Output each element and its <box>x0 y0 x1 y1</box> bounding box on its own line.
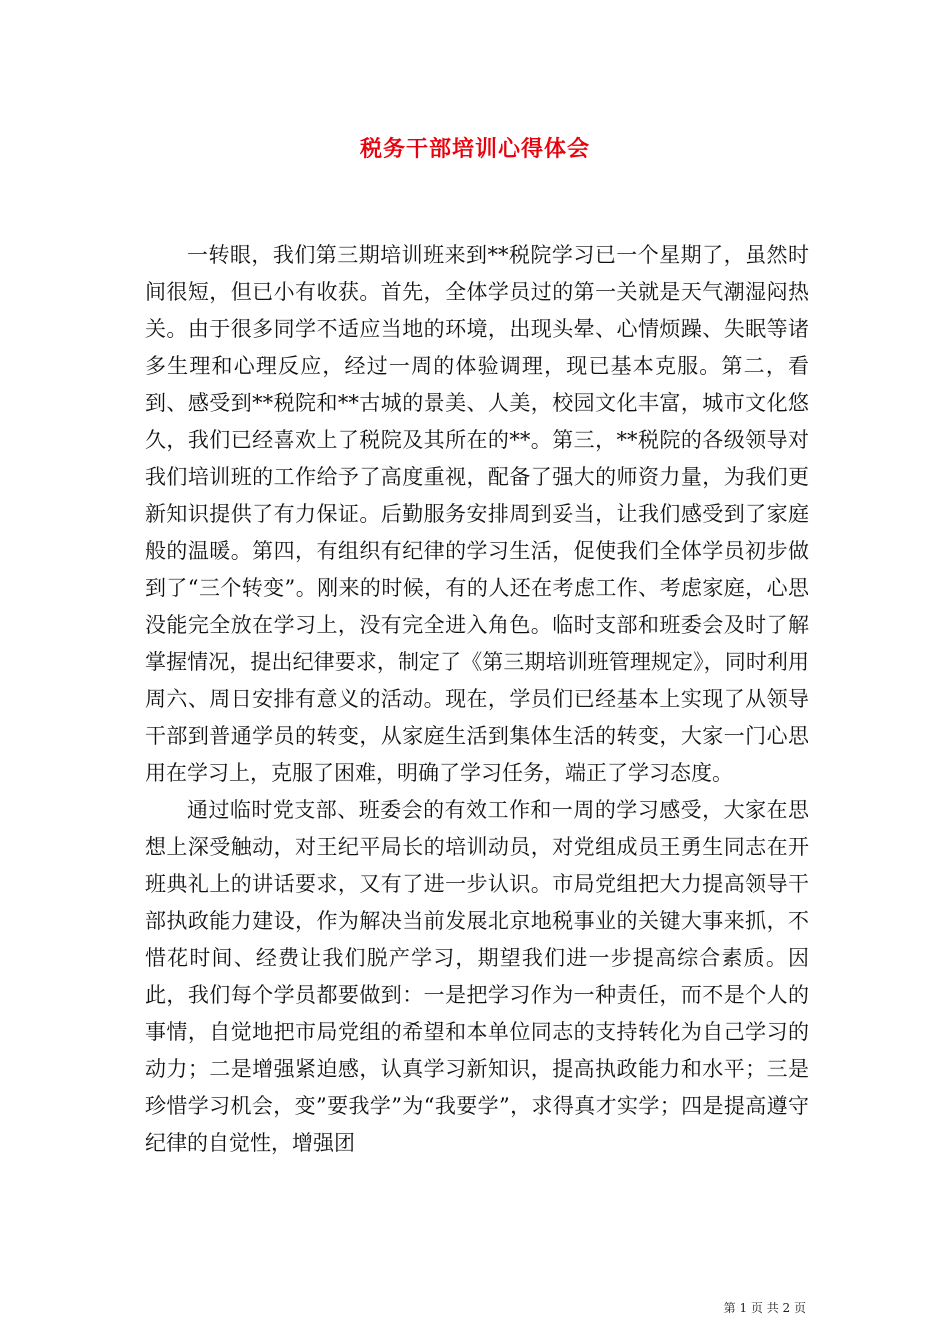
document-body <box>145 237 809 1162</box>
page-number-footer: 第 1 页 共 2 页 <box>723 1301 806 1315</box>
paragraph-2: 通过临时党支部、班委会的有效工作和一周的学习感受，大家在思想上深受触动，对王纪平局长的培训动员，对党组成员王勇生同志在开班典礼上的讲话要求，又有了进一步认识。市局党组把大力提高领导干部执政能力建设，作为解决当前发展北京地税事业的关键大事来抓，不惜花时间、经费让我们脱产学习，期望我们进一步提高综合素质。因此，我们每个学员都要做到：一是把学习作为一种责任，而不是个人的事情，自觉地把市局党组的希望和本单位同志的支持转化为自己学习的动力；二是增强紧迫感，认真学习新知识，提高执政能力和水平；三是珍惜学习机会，变”要我学”为“我要学”，求得真才实学；四是提高遵守纪律的自觉性，增强团 <box>145 798 809 1155</box>
document-title: 税务干部培训心得体会 <box>359 136 590 162</box>
paragraph-1: 一转眼，我们第三期培训班来到**税院学习已一个星期了，虽然时间很短，但已小有收获。首先，全体学员过的第一关就是天气潮湿闷热关。由于很多同学不适应当地的环境，出现头晕、心情烦躁、失眠等诸多生理和心理反应，经过一周的体验调理，现已基本克服。第二，看到、感受到**税院和**古城的景美、人美，校园文化丰富，城市文化悠久，我们已经喜欢上了税院及其所在的**。第三，**税院的各级领导对我们培训班的工作给予了高度重视，配备了强大的师资力量，为我们更新知识提供了有力保证。后勤服务安排周到妥当，让我们感受到了家庭般的温暖。第四，有组织有纪律的学习生活，促使我们全体学员初步做到了“三个转变”。刚来的时候，有的人还在考虑工作、考虑家庭，心思没能完全放在学习上，没有完全进入角色。临时支部和班委会及时了解掌握情况，提出纪律要求，制定了《第三期培训班管理规定》，同时利用周六、周日安排有意义的活动。现在，学员们已经基本上实现了从领导干部到普通学员的转变，从家庭生活到集体生活的转变，大家一门心思用在学习上，克服了困难，明确了学习任务，端正了学习态度。 <box>145 243 809 785</box>
